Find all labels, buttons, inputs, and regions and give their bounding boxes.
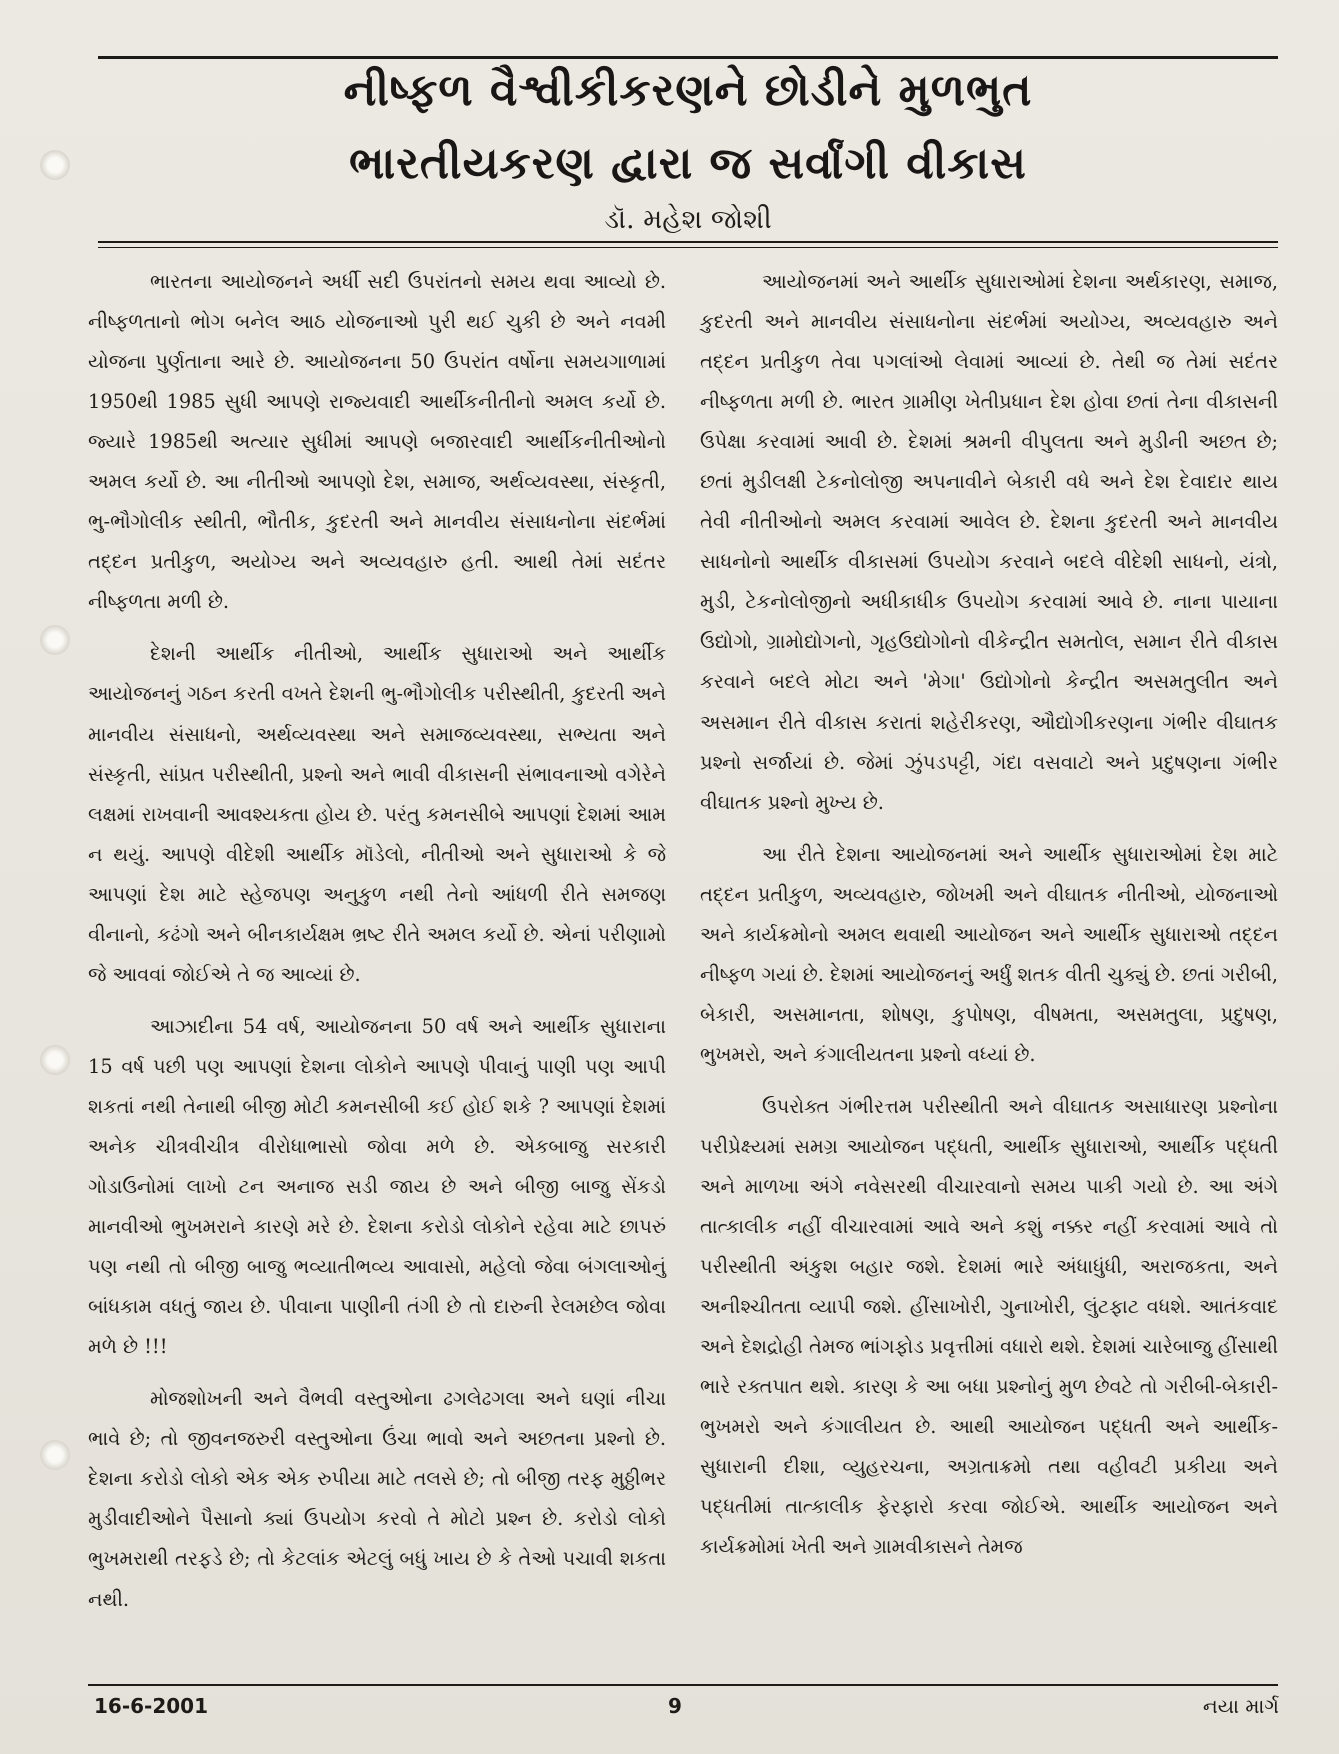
paragraph: ભારતના આયોજનને અર્ધી સદી ઉપરાંતનો સમય થવા આવ્યો છે. નીષ્ફળતાનો ભોગ બનેલ આઠ યોજનાઓ પુરી થઈ ચુકી છે અને નવમી યોજના પુર્ણતાના આરે છે. આયોજનના 50 ઉપરાંત વર્ષોના સમયગાળામાં 1950થી 1985 સુધી આપણે રાજ્યવાદી આર્થીકનીતીનો અમલ કર્યો છે. જ્યારે 1985થી અત્યાર સુધીમાં આપણે બજારવાદી આર્થીકનીતીઓનો અમલ કર્યો છે. આ નીતીઓ આપણો દેશ, સમાજ, અર્થવ્યવસ્થા, સંસ્કૃતી, ભુ-ભૌગોલીક સ્થીતી, ભૌતીક, કુદરતી અને માનવીય સંસાધનોના સંદર્ભમાં તદ્દન પ્રતીકુળ, અયોગ્ય અને અવ્યવહારુ હતી. આથી તેમાં સદંતર નીષ્ફળતા મળી છે. <box>88 270 666 614</box>
issue-date: 16-6-2001 <box>94 1694 209 1718</box>
author-byline: ડૉ. મહેશ જોશી <box>604 204 772 235</box>
punch-hole <box>40 1045 70 1075</box>
footer-rule <box>88 1684 1278 1686</box>
magazine-name: નયા માર્ગ <box>1202 1694 1279 1718</box>
paragraph: આયોજનમાં અને આર્થીક સુધારાઓમાં દેશના અર્થકારણ, સમાજ, કુદરતી અને માનવીય સંસાધનોના સંદર્ભમાં અયોગ્ય, અવ્યવહારુ અને તદ્દન પ્રતીકુળ તેવા પગલાંઓ લેવામાં આવ્યાં છે. તેથી જ તેમાં સદંતર નીષ્ફળતા મળી છે. ભારત ગ્રામીણ ખેતીપ્રધાન દેશ હોવા છતાં તેના વીકાસની ઉપેક્ષા કરવામાં આવી છે. દેશમાં શ્રમની વીપુલતા અને મુડીની અછત છે; છતાં મુડીલક્ષી ટેકનોલોજી અપનાવીને બેકારી વધે અને દેશ દેવાદાર થાય તેવી નીતીઓનો અમલ કરવામાં આવેલ છે. દેશના કુદરતી અને માનવીય સાધનોનો આર્થીક વીકાસમાં ઉપયોગ કરવાને બદલે વીદેશી સાધનો, યંત્રો, મુડી, ટેકનોલોજીનો અધીકાધીક ઉપયોગ કરવામાં આવે છે. નાના પાયાના ઉદ્યોગો, ગ્રામોદ્યોગનો, ગૃહઉદ્યોગોનો વીકેન્દ્રીત સમતોલ, સમાન રીતે વીકાસ કરવાને બદલે મોટા અને 'મેગા' ઉદ્યોગોનો કેન્દ્રીત અસમતુલીત અને અસમાન રીતે વીકાસ કરાતાં શહેરીકરણ, ઔદ્યોગીકરણના ગંભીર વીઘાતક પ્રશ્નો સર્જાયાં છે. જેમાં ઝુંપડપટ્ટી, ગંદા વસવાટો અને પ્રદુષણના ગંભીર વીઘાતક પ્રશ્નો મુખ્ય છે. <box>700 270 1278 814</box>
paragraph: આઝાદીના 54 વર્ષ, આયોજનના 50 વર્ષ અને આર્થીક સુધારાના 15 વર્ષ પછી પણ આપણાં દેશના લોકોને આપણે પીવાનું પાણી પણ આપી શકતાં નથી તેનાથી બીજી મોટી કમનસીબી કઈ હોઈ શકે ? આપણાં દેશમાં અનેક ચીત્રવીચીત્ર વીરોધાભાસો જોવા મળે છે. એકબાજુ સરકારી ગોડાઉનોમાં લાખો ટન અનાજ સડી જાય છે અને બીજી બાજુ સેંકડો માનવીઓ ભુખમરાને કારણે મરે છે. દેશના કરોડો લોકોને રહેવા માટે છાપરું પણ નથી તો બીજી બાજુ ભવ્યાતીભવ્ય આવાસો, મહેલો જેવા બંગલાઓનું બાંધકામ વધતું જાય છે. પીવાના પાણીની તંગી છે તો દારુની રેલમછેલ જોવા મળે છે !!! <box>88 1014 666 1359</box>
right-column <box>700 262 1278 1568</box>
paragraph: ઉપરોક્ત ગંભીરત્તમ પરીસ્થીતી અને વીઘાતક અસાધારણ પ્રશ્નોના પરીપ્રેક્ષ્યમાં સમગ્ર આયોજન પદ્ધતી, આર્થીક સુધારાઓ, આર્થીક પદ્ધતી અને માળખા અંગે નવેસરથી વીચારવાનો સમય પાકી ગયો છે. આ અંગે તાત્કાલીક નહીં વીચારવામાં આવે અને કશું નક્કર નહીં કરવામાં આવે તો પરીસ્થીતી અંકુશ બહાર જશે. દેશમાં ભારે અંધાધુંધી, અરાજકતા, અને અનીશ્ચીતતા વ્યાપી જશે. હીંસાખોરી, ગુનાખોરી, લુંટફાટ વધશે. આતંકવાદ અને દેશદ્રોહી તેમજ ભાંગફોડ પ્રવૃત્તીમાં વધારો થશે. દેશમાં ચારેબાજુ હીંસાથી ભારે રક્તપાત થશે. કારણ કે આ બધા પ્રશ્નોનું મુળ છેવટે તો ગરીબી-બેકારી- ભુખમરો અને કંગાલીયત છે. આથી આયોજન પદ્ધતી અને આર્થીક-સુધારાની દીશા, વ્યુહરચના, અગ્રતાક્રમો તથા વહીવટી પ્રકીયા અને પદ્ધતીમાં તાત્કાલીક ફેરફારો કરવા જોઈએ. આર્થીક આયોજન અને કાર્યક્રમોમાં ખેતી અને ગ્રામવીકાસને તેમજ <box>700 1094 1278 1559</box>
punch-hole <box>40 1440 70 1470</box>
punch-hole <box>40 150 70 180</box>
top-rule <box>98 56 1278 59</box>
paragraph: મોજશોખની અને વૈભવી વસ્તુઓના ઢગલેઢગલા અને ઘણાં નીચા ભાવે છે; તો જીવનજરુરી વસ્તુઓના ઉંચા ભાવો અને અછતના પ્રશ્નો છે. દેશના કરોડો લોકો એક એક રુપીયા માટે તલસે છે; તો બીજી તરફ મુઠ્ઠીભર મુડીવાદીઓને પૈસાનો ક્યાં ઉપયોગ કરવો તે મોટો પ્રશ્ન છે. કરોડો લોકો ભુખમરાથી તરફડે છે; તો કેટલાંક એટલું બધું ખાય છે કે તેઓ પચાવી શકતા નથી. <box>88 1387 666 1611</box>
header-rule-thin <box>98 247 1278 248</box>
page-number: 9 <box>668 1694 682 1718</box>
header-rule <box>98 241 1278 243</box>
article-title-line-2: ભારતીયકરણ દ્વારા જ સર્વાંગી વીકાસ <box>349 138 1027 189</box>
article-title-line-1: નીષ્ફળ વૈશ્વીકીકરણને છોડીને મુળભુત <box>343 65 1033 116</box>
paragraph: આ રીતે દેશના આયોજનમાં અને આર્થીક સુધારાઓમાં દેશ માટે તદ્દન પ્રતીકુળ, અવ્યવહારુ, જોખમી અને વીઘાતક નીતીઓ, યોજનાઓ અને કાર્યક્રમોનો અમલ થવાથી આયોજન અને આર્થીક સુધારાઓ તદ્દન નીષ્ફળ ગયાં છે. દેશમાં આયોજનનું અર્ધું શતક વીતી ચુક્યું છે. છતાં ગરીબી, બેકારી, અસમાનતા, શોષણ, કુપોષણ, વીષમતા, અસમતુલા, પ્રદુષણ, ભુખમરો, અને કંગાલીયતના પ્રશ્નો વધ્યાં છે. <box>700 842 1278 1066</box>
punch-hole <box>40 625 70 655</box>
left-column <box>88 262 666 1620</box>
paragraph: દેશની આર્થીક નીતીઓ, આર્થીક સુધારાઓ અને આર્થીક આયોજનનું ગઠન કરતી વખતે દેશની ભુ-ભૌગોલીક પરીસ્થીતી, કુદરતી અને માનવીય સંસાધનો, અર્થવ્યવસ્થા અને સમાજવ્યવસ્થા, સભ્યતા અને સંસ્કૃતી, સાંપ્રત પરીસ્થીતી, પ્રશ્નો અને ભાવી વીકાસની સંભાવનાઓ વગેરેને લક્ષમાં રાખવાની આવશ્યકતા હોય છે. પરંતુ કમનસીબે આપણાં દેશમાં આમ ન થયું. આપણે વીદેશી આર્થીક મૉડેલો, નીતીઓ અને સુધારાઓ કે જે આપણાં દેશ માટે સ્હેજપણ અનુકુળ નથી તેનો આંધળી રીતે સમજણ વીનાનો, કઢંગો અને બીનકાર્યક્ષમ ભ્રષ્ટ રીતે અમલ કર્યો છે. એનાં પરીણામો જે આવવાં જોઈએ તે જ આવ્યાં છે. <box>88 642 666 986</box>
